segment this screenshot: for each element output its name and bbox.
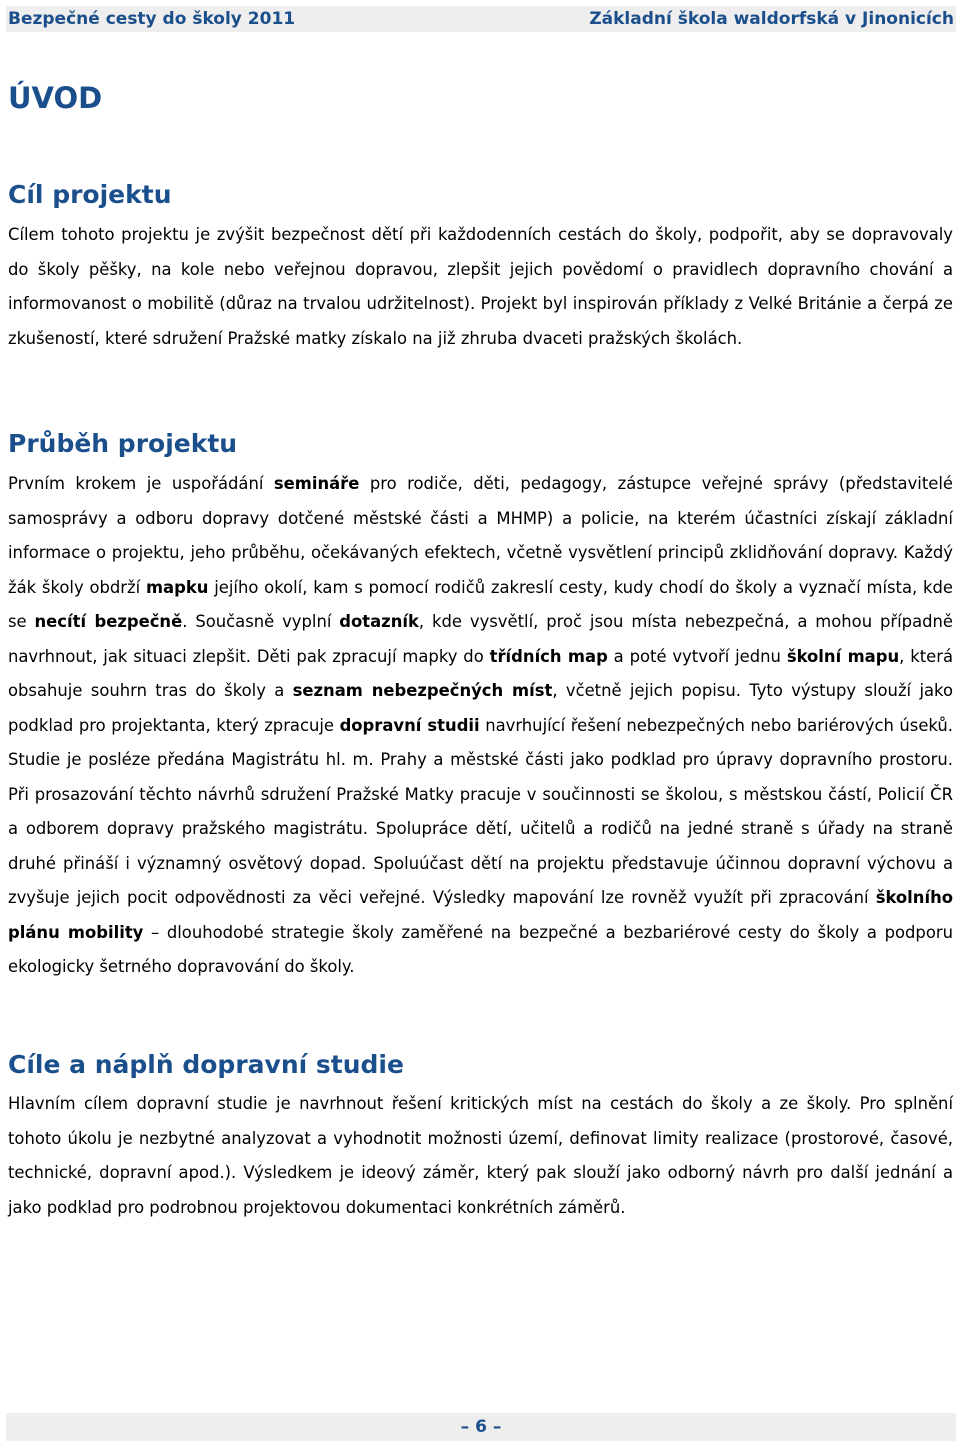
- header-document-title: Bezpečné cesty do školy 2011: [8, 9, 296, 29]
- section-heading-study-goals: Cíle a náplň dopravní studie: [8, 1050, 404, 1079]
- page-title: ÚVOD: [8, 81, 103, 115]
- section-heading-project-course: Průběh projektu: [8, 429, 238, 458]
- header-school-name: Základní škola waldorfská v Jinonicích: [589, 9, 954, 29]
- section-text-study-goals: Hlavním cílem dopravní studie je navrhnout řešení kritických míst na cestách do školy a ze školy. Pro splnění tohoto úkolu je nezbytné analyzovat a vyhodnotit možnosti území, definovat limity realizace (prostorové, časové, technické, dopravní apod.). Výsledkem je ideový záměr, který pak slouží jako odborný návrh pro další jednání a jako podklad pro podrobnou projektovou dokumentaci konkrétních záměrů.: [8, 1094, 953, 1217]
- section-text-project-goal: Cílem tohoto projektu je zvýšit bezpečnost dětí při každodenních cestách do školy, podpořit, aby se dopravovaly do školy pěšky, na kole nebo veřejnou dopravou, zlepšit jejich povědomí o pravidlech dopravního chování a informovanost o mobilitě (důraz na trvalou udržitelnost). Projekt byl inspirován příklady z Velké Británie a čerpá ze zkušeností, které sdružení Pražské matky získalo na již zhruba dvaceti pražských školách.: [8, 225, 953, 348]
- section-heading-project-goal: Cíl projektu: [8, 180, 172, 209]
- section-text-project-course: Prvním krokem je uspořádání semináře pro rodiče, děti, pedagogy, zástupce veřejné správy (představitelé samosprávy a odboru dopravy dotčené městské části a MHMP) a policie, na kterém účastníci získají základní informace o projektu, jeho průběhu, očekávaných efektech, včetně vysvětlení principů zklidňování dopravy. Každý žák školy obdrží mapku jejího okolí, kam s pomocí rodičů zakreslí cesty, kudy chodí do školy a vyznačí místa, kde se necítí bezpečně. Současně vyplní dotazník, kde vysvětlí, proč jsou místa nebezpečná, a mohou případně navrhnout, jak situaci zlepšit. Děti pak zpracují mapky do třídních map a poté vytvoří jednu školní mapu, která obsahuje souhrn tras do školy a seznam nebezpečných míst, včetně jejich popisu. Tyto výstupy slouží jako podklad pro projektanta, který zpracuje dopravní studii navrhující řešení nebezpečných nebo bariérových úseků. Studie je posléze předána Magistrátu hl. m. Prahy a městské části jako podklad pro úpravy dopravního prostoru. Při prosazování těchto návrhů sdružení Pražské Matky pracuje v součinnosti se školou, s městskou částí, Policií ČR a odborem dopravy pražského magistrátu. Spolupráce dětí, učitelů a rodičů na jedné straně s úřady na straně druhé přináší i významný osvětový dopad. Spoluúčast dětí na projektu představuje účinnou dopravní výchovu a zvyšuje jejich pocit odpovědnosti za věci veřejné. Výsledky mapování lze rovněž využít při zpracování školního plánu mobility – dlouhodobé strategie školy zaměřené na bezpečné a bezbariérové cesty do školy a podporu ekologicky šetrného dopravování do školy.: [8, 474, 954, 976]
- page-number: – 6 –: [460, 1417, 502, 1437]
- page-footer: [6, 1413, 956, 1441]
